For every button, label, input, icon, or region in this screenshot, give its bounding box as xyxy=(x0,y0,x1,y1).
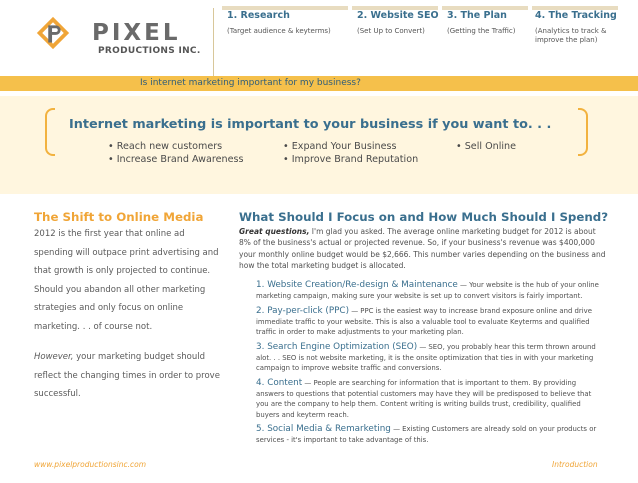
list-item-heading: 1. Website Creation/Re-design & Maintenance xyxy=(256,280,458,290)
step-label: 2. Website SEO xyxy=(357,10,439,21)
step-label: 1. Research xyxy=(227,10,290,21)
list-item-body: — People are searching for information that is important to them. By providing answers to questions that potential customers may have they will be predisposed to believe that you are the company to help them. Content writing is writing builds trust, credibility, qualified buyers and keyterm reach. xyxy=(256,379,592,419)
logo-wordmark: PIXEL xyxy=(92,20,181,46)
step-sublabel: (Analytics to track & improve the plan) xyxy=(535,27,607,44)
bullet-item: • Increase Brand Awareness xyxy=(108,154,244,165)
bullet-item: • Improve Brand Reputation xyxy=(283,154,419,165)
bullet-item: • Reach new customers xyxy=(108,141,223,152)
step-the-plan[interactable] xyxy=(447,10,529,70)
step-sublabel: (Target audience & keyterms) xyxy=(227,27,331,35)
right-intro-paragraph xyxy=(239,226,609,272)
list-item-heading: 2. Pay-per-click (PPC) xyxy=(256,306,350,316)
topic-question: Is internet marketing important for my business? xyxy=(140,78,361,88)
list-item-heading: 3. Search Engine Optimization (SEO) xyxy=(256,342,418,352)
step-sublabel: (Set Up to Convert) xyxy=(357,27,425,35)
list-item xyxy=(256,280,606,301)
footer-url: www.pixelproductionsinc.com xyxy=(34,460,146,469)
step-the-tracking[interactable] xyxy=(535,10,631,70)
step-label: 3. The Plan xyxy=(447,10,507,21)
list-item xyxy=(256,424,606,445)
header-divider xyxy=(213,8,214,76)
list-item-body: — PPC is the easiest way to increase brand exposure online and drive immediate traffic to your website. This is also a valuable tool to evaluate Keyterms and qualified traffic in order to make adjustments to your marketing plan. xyxy=(256,307,592,337)
pixel-logo-icon xyxy=(34,14,72,52)
step-sublabel: (Getting the Traffic) xyxy=(447,27,516,35)
step-label: 4. The Tracking xyxy=(535,10,617,21)
right-brace-icon xyxy=(578,108,588,156)
right-section-title: What Should I Focus on and How Much Should I Spend? xyxy=(239,210,609,224)
logo-subtitle: PRODUCTIONS INC. xyxy=(98,46,201,56)
list-item-heading: 4. Content xyxy=(256,378,303,388)
left-paragraph-2 xyxy=(34,348,224,404)
list-item xyxy=(256,342,606,374)
bullet-item: • Expand Your Business xyxy=(283,141,397,152)
left-paragraph-1: 2012 is the first year that online ad spending will outpace print advertising and that growth is only projected to continue. Should you abandon all other marketing strategies and only focus on online marketing. . . of course not. xyxy=(34,229,219,332)
list-item-body: — SEO, you probably hear this term thrown around alot. . . SEO is not website marketing, it is the onsite optimization that ties in with your marketing campaign to improve website traffic and conversions. xyxy=(256,343,596,373)
footer-section: Introduction xyxy=(552,460,598,469)
left-brace-icon xyxy=(45,108,55,156)
list-item xyxy=(256,306,606,338)
emphasis-lead: Great questions, xyxy=(239,227,310,236)
list-item-heading: 5. Social Media & Remarketing xyxy=(256,424,391,434)
step-website-seo[interactable] xyxy=(357,10,439,70)
bullet-item: • Sell Online xyxy=(456,141,517,152)
paragraph-text: your marketing budget should reflect the changing times in order to prove successful. xyxy=(34,352,220,399)
emphasis-lead: However, xyxy=(34,352,74,362)
list-item-body: — Existing Customers are already sold on your products or services - it's important to take advantage of this. xyxy=(256,425,597,444)
list-item-body: — Your website is the hub of your online marketing campaign, making sure your website is set up to convert visitors is fairly important. xyxy=(256,281,599,300)
intro-title: Internet marketing is important to your business if you want to. . . xyxy=(69,117,552,132)
list-item xyxy=(256,378,606,420)
left-section-title: The Shift to Online Media xyxy=(34,210,204,224)
paragraph-text: I'm glad you asked. The average online marketing budget for 2012 is about 8% of the business's actual or projected revenue. So, if your business's revenue was $400,000 your monthly online budget would be $2,666. This number varies depending on the business and how the total marketing budget is allocated. xyxy=(239,227,606,271)
step-research[interactable] xyxy=(227,10,351,70)
